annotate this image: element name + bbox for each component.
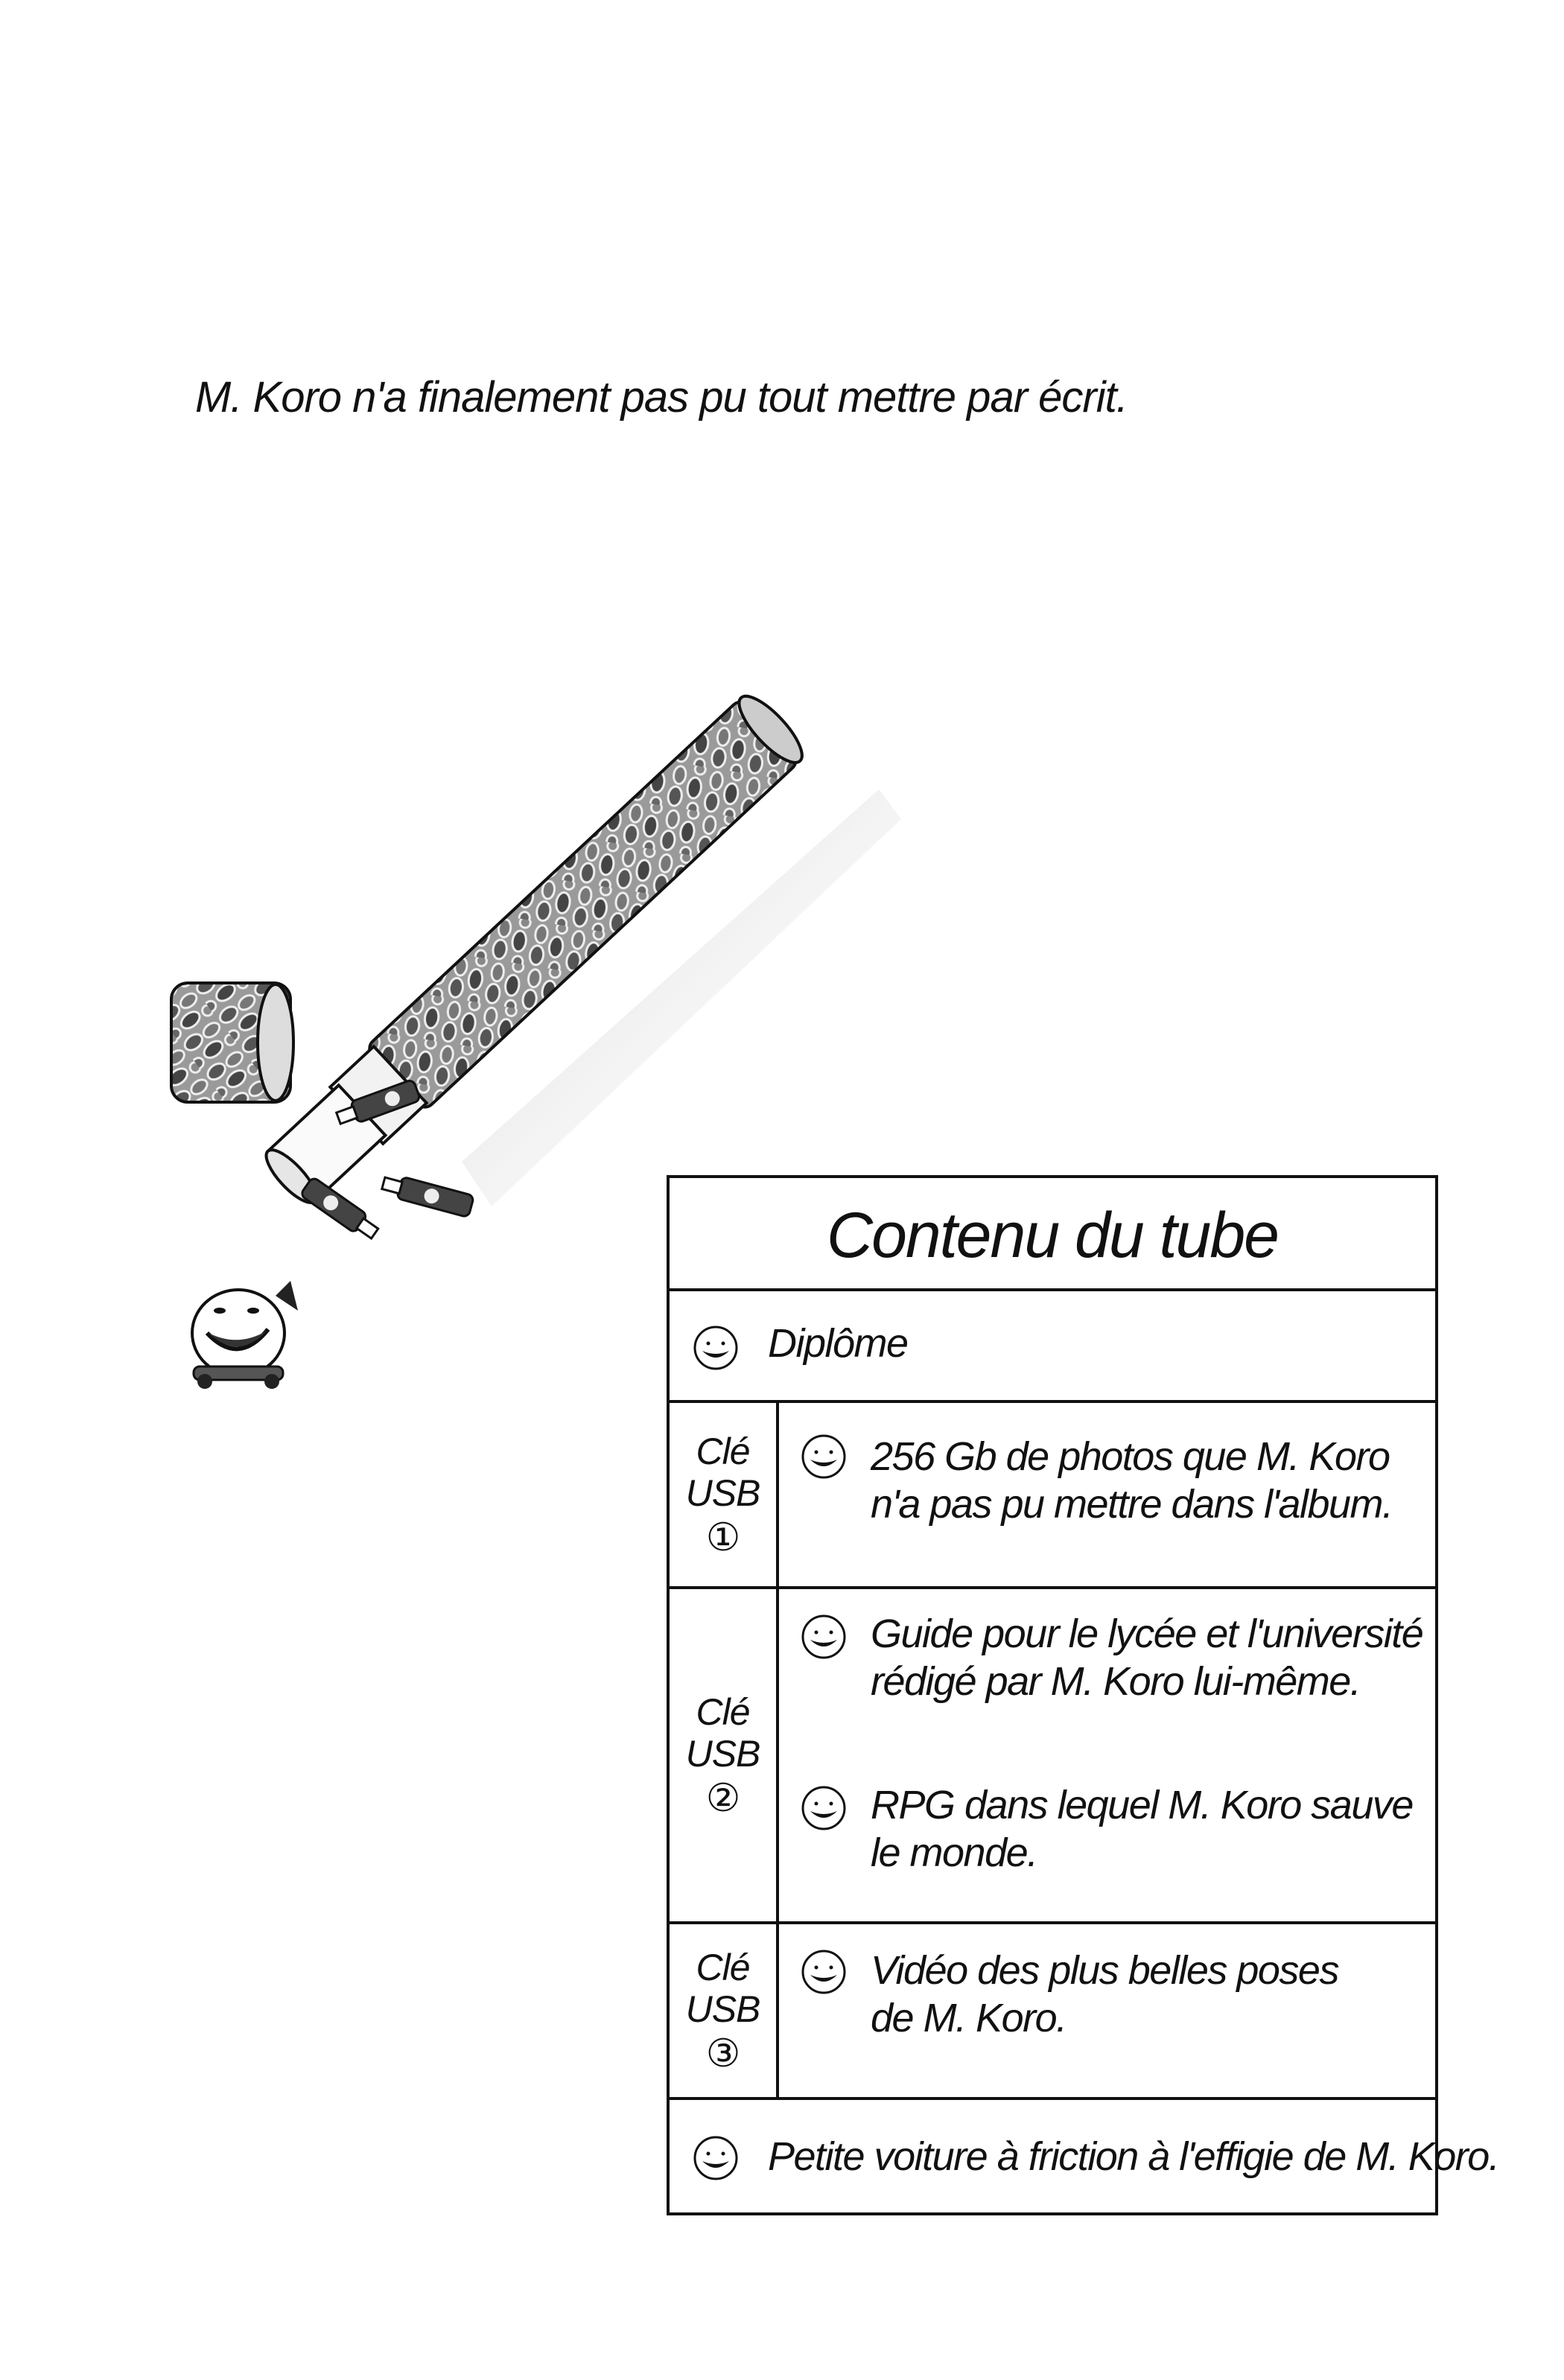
table-title: Contenu du tube	[827, 1200, 1278, 1271]
table-title-row	[670, 1178, 1435, 1291]
koro-face-icon	[800, 1948, 848, 1996]
koro-face-icon	[800, 1613, 848, 1661]
usb1-label-line2: USB	[685, 1472, 760, 1514]
car-row	[670, 2100, 1499, 2215]
usb2-item-1	[871, 1610, 1422, 1705]
koro-face-icon	[800, 1784, 848, 1832]
usb1-number: ①	[705, 1516, 740, 1559]
tube-cap	[171, 983, 293, 1102]
usb1-label-line1: Clé	[696, 1431, 750, 1472]
usb2-label-line2: USB	[685, 1733, 760, 1775]
car-label: Petite voiture à friction à l'effigie de M. Koro.	[768, 2134, 1499, 2179]
caption: M. Koro n'a finalement pas pu tout mettre par écrit.	[195, 373, 1128, 421]
usb2-label-line1: Clé	[696, 1691, 750, 1733]
tube-contents-table	[667, 1175, 1499, 2215]
usb2-item1-line1: Guide pour le lycée et l'université	[871, 1611, 1423, 1656]
usb2-item2-line1: RPG dans lequel M. Koro sauve	[871, 1783, 1413, 1827]
usb3-label-line1: Clé	[696, 1947, 750, 1988]
usb3-label-line2: USB	[685, 1988, 760, 2030]
usb2-item1-line2: rédigé par M. Koro lui-même.	[871, 1659, 1361, 1704]
koro-face-icon	[692, 2134, 740, 2182]
usb2-label	[670, 1589, 779, 1921]
usb1-item-line2: n'a pas pu mettre dans l'album.	[871, 1482, 1393, 1527]
usb1-row	[670, 1403, 1435, 1589]
usb1-label	[670, 1403, 779, 1586]
koro-face-icon	[692, 1324, 740, 1372]
usb2-item-2	[871, 1781, 1413, 1877]
koro-face-icon	[800, 1433, 848, 1480]
usb2-row	[670, 1589, 1435, 1924]
usb1-item-line1: 256 Gb de photos que M. Koro	[871, 1434, 1390, 1479]
koro-toy-car	[192, 1281, 298, 1389]
usb2-number: ②	[705, 1777, 740, 1820]
diploma-row	[670, 1291, 1435, 1403]
usb-key-3	[381, 1172, 474, 1218]
usb3-number: ③	[705, 2032, 740, 2075]
usb3-item-line2: de M. Koro.	[871, 1996, 1066, 2040]
usb1-item	[871, 1433, 1393, 1528]
usb2-item2-line2: le monde.	[871, 1830, 1037, 1875]
usb3-label	[670, 1924, 779, 2097]
usb3-item-line1: Vidéo des plus belles poses	[871, 1948, 1338, 1993]
usb-key-2	[300, 1177, 381, 1243]
usb3-item	[871, 1947, 1338, 2042]
diploma-label: Diplôme	[768, 1321, 908, 1366]
usb3-row	[670, 1924, 1435, 2100]
